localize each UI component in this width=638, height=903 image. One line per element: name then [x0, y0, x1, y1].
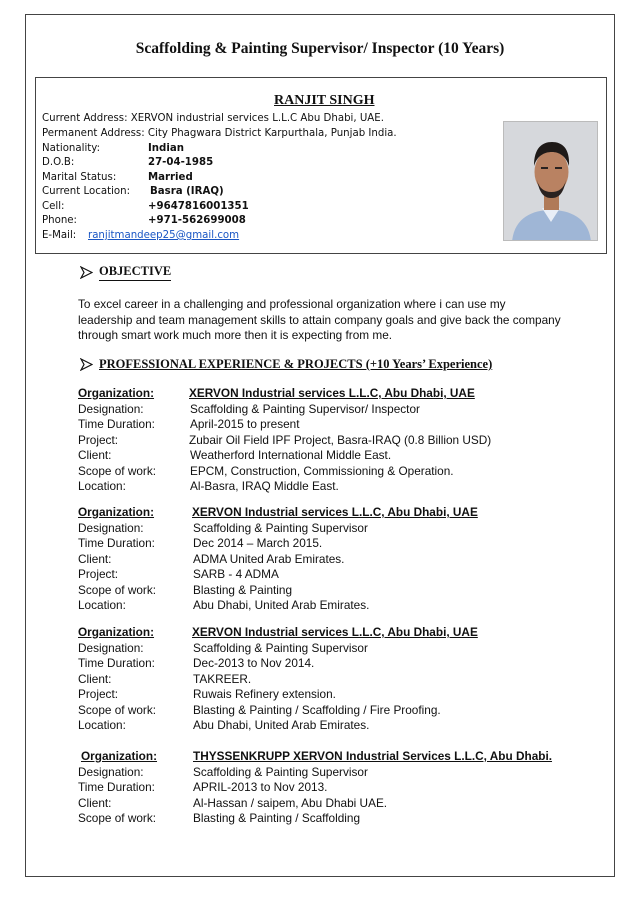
row-label: Location: [78, 718, 126, 732]
field-label: Current Location: [42, 186, 131, 197]
row-label: Scope of work: [78, 702, 157, 717]
organization-block [78, 505, 608, 614]
row-value: EPCM, Construction, Commissioning & Operation. [190, 463, 454, 478]
client-row [78, 552, 608, 568]
scope-row [78, 811, 608, 827]
project-row [78, 567, 608, 583]
organization-row [78, 749, 608, 765]
row-label: Organization: [78, 625, 155, 639]
client-row [78, 448, 608, 464]
location-row [78, 479, 608, 495]
row-value: Scaffolding & Painting Supervisor [193, 640, 368, 655]
row-value: Dec-2013 to Nov 2014. [193, 656, 315, 670]
organization-row [78, 625, 608, 641]
designation-row [78, 765, 608, 781]
field-label: Phone: [42, 215, 77, 226]
scope-row [78, 703, 608, 719]
designation-row [78, 521, 608, 537]
project-row [78, 687, 608, 703]
row-label: Client: [78, 671, 112, 686]
field-value: Basra (IRAQ) [150, 186, 224, 197]
row-value: THYSSENKRUPP XERVON Industrial Services L.L.C, Abu Dhabi. [193, 749, 553, 763]
organization-block [78, 625, 608, 734]
arrow-bullet-icon [80, 358, 93, 371]
row-value: Blasting & Painting / Scaffolding / Fire Proofing. [193, 702, 441, 717]
time-duration-row [78, 656, 608, 672]
row-value: Ruwais Refinery extension. [193, 687, 336, 701]
time-duration-row [78, 536, 608, 552]
row-value: Scaffolding & Painting Supervisor [193, 764, 368, 779]
organization-block [78, 386, 608, 495]
objective-heading [80, 264, 171, 281]
row-label: Time Duration: [78, 656, 155, 670]
row-value: Dec 2014 – March 2015. [193, 536, 323, 550]
objective-line: leadership and team management skills to attain company goals and give back the company [78, 312, 561, 327]
row-value: Blasting & Painting [193, 582, 293, 597]
profile-photo [503, 121, 598, 241]
row-label: Scope of work: [78, 811, 157, 825]
row-value: SARB - 4 ADMA [193, 567, 279, 581]
experience-heading [80, 357, 492, 372]
row-label: Client: [78, 448, 112, 462]
row-value: TAKREER. [193, 671, 252, 686]
time-duration-row [78, 417, 608, 433]
objective-line: To excel career in a challenging and professional organization where i can use my [78, 297, 506, 311]
row-label: Project: [78, 567, 118, 581]
experience-title: PROFESSIONAL EXPERIENCE & PROJECTS (+10 Years’ Experience) [99, 357, 493, 371]
row-value: April-2015 to present [190, 417, 300, 431]
row-label: Designation: [78, 520, 144, 535]
row-label: Project: [78, 687, 118, 701]
row-value: Blasting & Painting / Scaffolding [193, 811, 361, 825]
row-value: XERVON Industrial services L.L.C, Abu Dhabi, UAE [192, 505, 478, 519]
row-label: Organization: [81, 749, 158, 763]
field-label: Marital Status: [42, 172, 117, 183]
field-label: Cell: [42, 201, 65, 212]
objective-text [78, 297, 578, 344]
row-value: Abu Dhabi, United Arab Emirates. [193, 718, 370, 732]
row-label: Client: [78, 551, 112, 566]
row-value: XERVON Industrial services L.L.C, Abu Dhabi, UAE [192, 625, 478, 639]
row-label: Time Duration: [78, 536, 155, 550]
location-row [78, 598, 608, 614]
field-label: D.O.B: [42, 157, 75, 168]
row-label: Location: [78, 598, 126, 612]
row-label: Scope of work: [78, 463, 157, 478]
field-label: E-Mail: [42, 230, 77, 241]
document-title: Scaffolding & Painting Supervisor/ Inspector (10 Years) [135, 40, 505, 57]
field-value: +971-562699008 [148, 215, 246, 226]
row-value: Weatherford International Middle East. [190, 448, 392, 462]
objective-line: through smart work much more then it is expecting from me. [78, 328, 393, 342]
row-label: Organization: [78, 505, 155, 519]
row-label: Designation: [78, 764, 144, 779]
time-duration-row [78, 780, 608, 796]
row-label: Time Duration: [78, 780, 155, 794]
current-address: Current Address: XERVON industrial services L.L.C Abu Dhabi, UAE. [42, 113, 384, 124]
organization-row [78, 505, 608, 521]
row-label: Designation: [78, 640, 144, 655]
row-label: Location: [78, 479, 126, 493]
field-value: 27-04-1985 [148, 157, 214, 168]
row-value: XERVON Industrial services L.L.C, Abu Dhabi, UAE [189, 386, 475, 400]
permanent-address: Permanent Address: City Phagwara District Karpurthala, Punjab India. [42, 128, 397, 139]
client-row [78, 672, 608, 688]
email-link[interactable]: ranjitmandeep25@gmail.com [88, 230, 240, 241]
row-value: Scaffolding & Painting Supervisor/ Inspector [190, 401, 420, 416]
row-value: Al-Basra, IRAQ Middle East. [190, 479, 339, 493]
row-label: Time Duration: [78, 417, 155, 431]
field-label: Nationality: [42, 143, 100, 154]
scope-row [78, 583, 608, 599]
organization-row [78, 386, 608, 402]
row-label: Organization: [78, 386, 155, 400]
field-value: Indian [148, 143, 184, 154]
row-value: Abu Dhabi, United Arab Emirates. [193, 598, 370, 612]
row-value: ADMA United Arab Emirates. [193, 551, 345, 566]
personal-info-box [35, 77, 607, 254]
row-label: Project: [78, 432, 118, 447]
row-value: Zubair Oil Field IPF Project, Basra-IRAQ (0.8 Billion USD) [189, 432, 492, 447]
row-value: Scaffolding & Painting Supervisor [193, 520, 368, 535]
objective-title: OBJECTIVE [99, 264, 171, 281]
row-value: Al-Hassan / saipem, Abu Dhabi UAE. [193, 795, 388, 810]
portrait-image [504, 122, 598, 241]
row-label: Client: [78, 795, 112, 810]
field-value: Married [148, 172, 193, 183]
row-label: Scope of work: [78, 582, 157, 597]
row-label: Designation: [78, 401, 144, 416]
designation-row [78, 641, 608, 657]
arrow-bullet-icon [80, 266, 93, 279]
candidate-name: RANJIT SINGH [274, 93, 375, 108]
scope-row [78, 464, 608, 480]
row-value: APRIL-2013 to Nov 2013. [193, 780, 328, 794]
field-value: +9647816001351 [148, 201, 249, 212]
location-row [78, 718, 608, 734]
organization-block [78, 749, 608, 827]
client-row [78, 796, 608, 812]
designation-row [78, 402, 608, 418]
project-row [78, 433, 608, 449]
